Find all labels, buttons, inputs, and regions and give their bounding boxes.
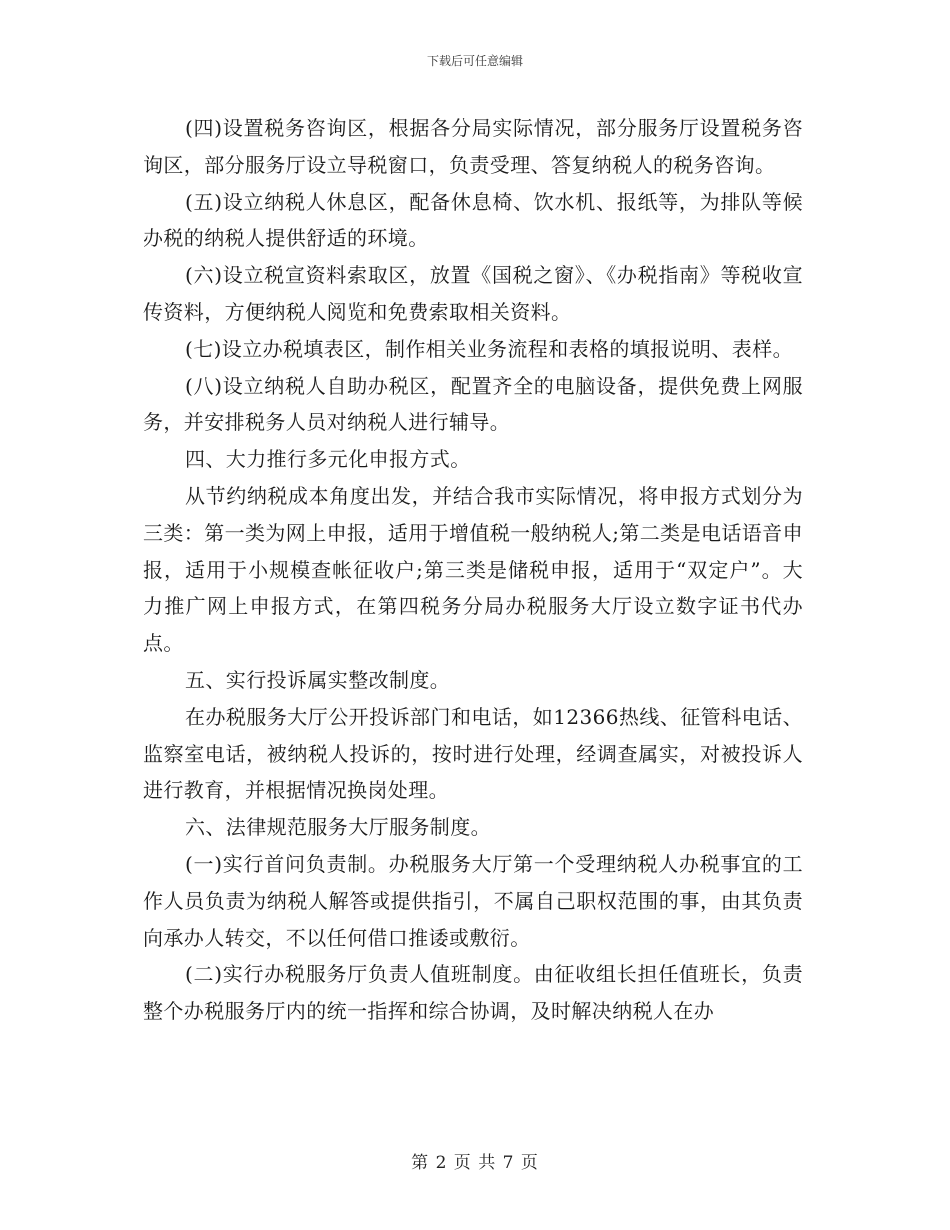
paragraph-materials-area: (六)设立税宣资料索取区，放置《国税之窗》、《办税指南》等税收宣传资料，方便纳税人阅览和免费索取相关资料。 — [143, 263, 803, 324]
section-heading-declaration-methods: 四、大力推行多元化申报方式。 — [185, 447, 471, 472]
section-heading-service-rules: 六、法律规范服务大厅服务制度。 — [185, 815, 491, 840]
page-header: 下载后可任意编辑 — [426, 54, 523, 68]
paragraph-duty-system: (二)实行办税服务厅负责人值班制度。由征收组长担任值班长，负责整个办税服务厅内的统一指挥和综合协调，及时解决纳税人在办 — [143, 962, 803, 1024]
paragraph-rest-area: (五)设立纳税人休息区，配备休息椅、饮水机、报纸等，为排队等候办税的纳税人提供舒适的环境。 — [143, 189, 803, 251]
paragraph-complaints: 在办税服务大厅公开投诉部门和电话，如12366热线、征管科电话、监察室电话，被纳税人投诉的，按时进行处理，经调查属实，对被投诉人进行教育，并根据情况换岗处理。 — [143, 704, 803, 803]
page-number: 第 2 页 共 7 页 — [411, 1153, 539, 1173]
paragraph-first-inquiry-responsibility: (一)实行首问负责制。办税服务大厅第一个受理纳税人办税事宜的工作人员负责为纳税人解答或提供指引，不属自己职权范围的事，由其负责向承办人转交，不以任何借口推诿或敷衍。 — [143, 851, 803, 950]
document-body — [143, 110, 803, 1030]
paragraph-declaration-methods: 从节约纳税成本角度出发，并结合我市实际情况，将申报方式划分为三类：第一类为网上申报，适用于增值税一般纳税人;第二类是电话语音申报，适用于小规模查帐征收户;第三类是储税申报，适用于“双定户”。大力推广网上申报方式，在第四税务分局办税服务大厅设立数字证书代办点。 — [143, 483, 803, 656]
section-heading-complaints: 五、实行投诉属实整改制度。 — [185, 667, 451, 692]
paragraph-self-service-area: (八)设立纳税人自助办税区，配置齐全的电脑设备，提供免费上网服务，并安排税务人员对纳税人进行辅导。 — [143, 373, 803, 435]
paragraph-consultation-area: (四)设置税务咨询区，根据各分局实际情况，部分服务厅设置税务咨询区，部分服务厅设立导税窗口，负责受理、答复纳税人的税务咨询。 — [143, 116, 803, 177]
paragraph-form-filling-area: (七)设立办税填表区，制作相关业务流程和表格的填报说明、表样。 — [185, 336, 794, 361]
